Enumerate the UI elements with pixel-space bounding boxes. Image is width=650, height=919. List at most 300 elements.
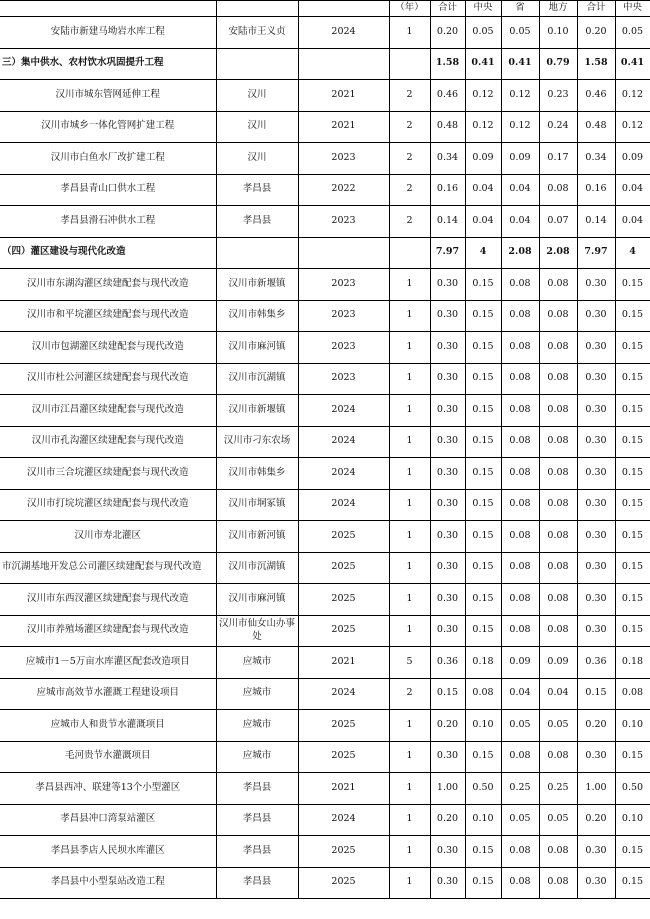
start-year	[298, 48, 389, 80]
province-funds: 2.08	[501, 237, 539, 269]
duration: 1	[389, 773, 430, 805]
location: 应城市	[216, 710, 298, 742]
completed-total: 0.30	[577, 426, 615, 458]
project-name: 市沉湖基地开发总公司灌区续建配套与现代改造	[0, 552, 216, 584]
total-investment: 0.30	[430, 332, 465, 364]
total-investment: 0.30	[430, 584, 465, 616]
local-funds: 0.79	[539, 48, 577, 80]
table-row	[0, 615, 650, 647]
header-central: 中央	[465, 1, 501, 17]
local-funds: 0.08	[539, 741, 577, 773]
project-name: 三）集中供水、农村饮水巩固提升工程	[0, 48, 216, 80]
table-row	[0, 143, 650, 175]
duration: 1	[389, 363, 430, 395]
completed-total: 0.46	[577, 80, 615, 112]
local-funds: 0.08	[539, 458, 577, 490]
completed-central: 0.15	[615, 615, 650, 647]
project-name: 汉川市和平垸灌区续建配套与现代改造	[0, 300, 216, 332]
central-funds: 0.05	[465, 17, 501, 49]
local-funds: 0.05	[539, 710, 577, 742]
table-row	[0, 867, 650, 899]
location: 汉川市韩集乡	[216, 300, 298, 332]
project-name: 孝昌县冲口湾泵站灌区	[0, 804, 216, 836]
total-investment: 0.15	[430, 678, 465, 710]
project-name: 汉川市养殖场灌区续建配套与现代改造	[0, 615, 216, 647]
location: 汉川市新堰镇	[216, 269, 298, 301]
province-funds: 0.04	[501, 206, 539, 238]
province-funds: 0.41	[501, 48, 539, 80]
total-investment: 0.46	[430, 80, 465, 112]
duration: 2	[389, 80, 430, 112]
start-year: 2025	[298, 741, 389, 773]
table-row	[0, 269, 650, 301]
location: 安陆市王义贞	[216, 17, 298, 49]
location: 汉川市麻河镇	[216, 584, 298, 616]
location: 汉川	[216, 111, 298, 143]
project-name: 汉川市包湖灌区续建配套与现代改造	[0, 332, 216, 364]
province-funds: 0.08	[501, 867, 539, 899]
table-row	[0, 80, 650, 112]
start-year: 2025	[298, 552, 389, 584]
start-year: 2022	[298, 174, 389, 206]
duration: 1	[389, 489, 430, 521]
province-funds: 0.05	[501, 17, 539, 49]
start-year: 2025	[298, 521, 389, 553]
completed-total: 0.30	[577, 521, 615, 553]
duration: 1	[389, 458, 430, 490]
table-row	[0, 804, 650, 836]
completed-central: 0.41	[615, 48, 650, 80]
completed-central: 0.15	[615, 395, 650, 427]
duration: 1	[389, 521, 430, 553]
central-funds: 0.12	[465, 111, 501, 143]
total-investment: 0.30	[430, 615, 465, 647]
total-investment: 0.30	[430, 489, 465, 521]
province-funds: 0.05	[501, 710, 539, 742]
start-year: 2023	[298, 332, 389, 364]
completed-total: 0.20	[577, 710, 615, 742]
total-investment: 0.30	[430, 521, 465, 553]
completed-central: 0.18	[615, 647, 650, 679]
start-year: 2021	[298, 80, 389, 112]
project-name: 汉川市寿北灌区	[0, 521, 216, 553]
location	[216, 48, 298, 80]
completed-central: 0.15	[615, 332, 650, 364]
location: 汉川市新堰镇	[216, 395, 298, 427]
province-funds: 0.08	[501, 363, 539, 395]
start-year: 2021	[298, 111, 389, 143]
completed-central: 0.10	[615, 710, 650, 742]
location	[216, 237, 298, 269]
total-investment: 0.30	[430, 395, 465, 427]
central-funds: 0.08	[465, 678, 501, 710]
local-funds: 2.08	[539, 237, 577, 269]
province-funds: 0.09	[501, 647, 539, 679]
start-year: 2025	[298, 615, 389, 647]
table-row	[0, 237, 650, 269]
completed-central: 0.50	[615, 773, 650, 805]
location: 应城市	[216, 647, 298, 679]
central-funds: 0.10	[465, 710, 501, 742]
duration: 1	[389, 332, 430, 364]
table-row	[0, 678, 650, 710]
total-investment: 0.20	[430, 17, 465, 49]
location: 汉川市麻河镇	[216, 332, 298, 364]
total-investment: 0.20	[430, 804, 465, 836]
location: 汉川市仙女山办事处	[216, 615, 298, 647]
start-year: 2025	[298, 710, 389, 742]
start-year: 2025	[298, 584, 389, 616]
central-funds: 0.04	[465, 174, 501, 206]
header-total: 合计	[430, 1, 465, 17]
completed-central: 0.10	[615, 804, 650, 836]
total-investment: 0.34	[430, 143, 465, 175]
duration: 1	[389, 17, 430, 49]
table-row	[0, 426, 650, 458]
completed-total: 0.30	[577, 269, 615, 301]
duration: 1	[389, 867, 430, 899]
project-name: 孝昌县季店人民坝水库灌区	[0, 836, 216, 868]
project-name: 汉川市打垸垸灌区续建配套与现代改造	[0, 489, 216, 521]
table-row	[0, 647, 650, 679]
central-funds: 0.15	[465, 741, 501, 773]
start-year: 2024	[298, 426, 389, 458]
completed-central: 0.15	[615, 521, 650, 553]
location: 应城市	[216, 678, 298, 710]
table-row	[0, 584, 650, 616]
central-funds: 0.15	[465, 269, 501, 301]
table-row	[0, 332, 650, 364]
location: 孝昌县	[216, 174, 298, 206]
total-investment: 0.14	[430, 206, 465, 238]
central-funds: 0.41	[465, 48, 501, 80]
header-province: 省	[501, 1, 539, 17]
completed-total: 0.34	[577, 143, 615, 175]
local-funds: 0.08	[539, 395, 577, 427]
start-year: 2023	[298, 206, 389, 238]
table-row	[0, 552, 650, 584]
province-funds: 0.12	[501, 80, 539, 112]
province-funds: 0.04	[501, 678, 539, 710]
province-funds: 0.08	[501, 458, 539, 490]
province-funds: 0.08	[501, 552, 539, 584]
completed-total: 0.14	[577, 206, 615, 238]
completed-total: 1.00	[577, 773, 615, 805]
start-year: 2023	[298, 269, 389, 301]
project-name: 应城市1－5万亩水库灌区配套改造项目	[0, 647, 216, 679]
province-funds: 0.04	[501, 174, 539, 206]
total-investment: 0.20	[430, 710, 465, 742]
location: 汉川市沉湖镇	[216, 552, 298, 584]
local-funds: 0.04	[539, 678, 577, 710]
table-row	[0, 111, 650, 143]
total-investment: 1.58	[430, 48, 465, 80]
total-investment: 0.30	[430, 867, 465, 899]
project-name: 汉川市江昌灌区续建配套与现代改造	[0, 395, 216, 427]
duration: 1	[389, 741, 430, 773]
total-investment: 1.00	[430, 773, 465, 805]
central-funds: 0.15	[465, 395, 501, 427]
completed-central: 0.12	[615, 80, 650, 112]
duration: 1	[389, 804, 430, 836]
completed-total: 0.30	[577, 395, 615, 427]
total-investment: 0.36	[430, 647, 465, 679]
province-funds: 0.08	[501, 741, 539, 773]
total-investment: 0.30	[430, 426, 465, 458]
completed-central: 0.05	[615, 17, 650, 49]
duration: 5	[389, 647, 430, 679]
completed-total: 0.30	[577, 836, 615, 868]
province-funds: 0.12	[501, 111, 539, 143]
local-funds: 0.08	[539, 521, 577, 553]
header-row	[0, 1, 650, 17]
central-funds: 0.15	[465, 332, 501, 364]
duration: 1	[389, 615, 430, 647]
project-name: （四）灌区建设与现代化改造	[0, 237, 216, 269]
central-funds: 0.15	[465, 426, 501, 458]
central-funds: 0.15	[465, 836, 501, 868]
local-funds: 0.08	[539, 300, 577, 332]
start-year: 2023	[298, 143, 389, 175]
local-funds: 0.08	[539, 426, 577, 458]
local-funds: 0.08	[539, 552, 577, 584]
central-funds: 0.15	[465, 615, 501, 647]
central-funds: 0.04	[465, 206, 501, 238]
header-blank	[298, 1, 389, 17]
location: 孝昌县	[216, 206, 298, 238]
local-funds: 0.25	[539, 773, 577, 805]
location: 孝昌县	[216, 836, 298, 868]
start-year: 2024	[298, 17, 389, 49]
completed-central: 4	[615, 237, 650, 269]
completed-central: 0.15	[615, 867, 650, 899]
table-body	[0, 1, 650, 899]
central-funds: 0.15	[465, 489, 501, 521]
completed-total: 7.97	[577, 237, 615, 269]
total-investment: 0.48	[430, 111, 465, 143]
table-row	[0, 300, 650, 332]
location: 孝昌县	[216, 773, 298, 805]
duration: 1	[389, 426, 430, 458]
header-blank	[216, 1, 298, 17]
start-year: 2024	[298, 395, 389, 427]
local-funds: 0.08	[539, 867, 577, 899]
table-row	[0, 710, 650, 742]
completed-central: 0.09	[615, 143, 650, 175]
completed-central: 0.15	[615, 552, 650, 584]
project-name: 孝昌县滑石冲供水工程	[0, 206, 216, 238]
completed-total: 0.30	[577, 489, 615, 521]
duration: 1	[389, 710, 430, 742]
project-name: 孝昌县中小型泵站改造工程	[0, 867, 216, 899]
province-funds: 0.08	[501, 521, 539, 553]
total-investment: 7.97	[430, 237, 465, 269]
duration: 2	[389, 206, 430, 238]
province-funds: 0.09	[501, 143, 539, 175]
location: 应城市	[216, 741, 298, 773]
location: 汉川市新河镇	[216, 521, 298, 553]
completed-central: 0.15	[615, 584, 650, 616]
completed-total: 0.30	[577, 300, 615, 332]
duration: 1	[389, 300, 430, 332]
table-row	[0, 489, 650, 521]
duration: 1	[389, 552, 430, 584]
central-funds: 0.10	[465, 804, 501, 836]
central-funds: 0.09	[465, 143, 501, 175]
table-row	[0, 773, 650, 805]
project-name: 汉川市孔沟灌区续建配套与现代改造	[0, 426, 216, 458]
project-name: 汉川市城东管网延伸工程	[0, 80, 216, 112]
province-funds: 0.08	[501, 584, 539, 616]
total-investment: 0.16	[430, 174, 465, 206]
completed-total: 0.30	[577, 741, 615, 773]
table-row	[0, 741, 650, 773]
table-row	[0, 363, 650, 395]
completed-central: 0.04	[615, 206, 650, 238]
table-row	[0, 174, 650, 206]
completed-central: 0.15	[615, 300, 650, 332]
start-year: 2024	[298, 489, 389, 521]
completed-total: 0.15	[577, 678, 615, 710]
total-investment: 0.30	[430, 300, 465, 332]
start-year: 2024	[298, 458, 389, 490]
start-year: 2024	[298, 804, 389, 836]
table-row	[0, 458, 650, 490]
duration	[389, 237, 430, 269]
central-funds: 0.15	[465, 363, 501, 395]
central-funds: 0.15	[465, 867, 501, 899]
project-name: 汉川市城乡一体化管网扩建工程	[0, 111, 216, 143]
completed-central: 0.12	[615, 111, 650, 143]
duration: 2	[389, 678, 430, 710]
completed-central: 0.15	[615, 741, 650, 773]
start-year: 2023	[298, 300, 389, 332]
province-funds: 0.08	[501, 836, 539, 868]
location: 汉川	[216, 80, 298, 112]
province-funds: 0.08	[501, 332, 539, 364]
local-funds: 0.10	[539, 17, 577, 49]
local-funds: 0.17	[539, 143, 577, 175]
local-funds: 0.07	[539, 206, 577, 238]
local-funds: 0.08	[539, 174, 577, 206]
completed-total: 0.30	[577, 867, 615, 899]
project-name: 安陆市新建马坳岩水库工程	[0, 17, 216, 49]
start-year: 2024	[298, 678, 389, 710]
central-funds: 0.15	[465, 521, 501, 553]
project-name: 汉川市三合垸灌区续建配套与现代改造	[0, 458, 216, 490]
completed-total: 0.20	[577, 17, 615, 49]
duration: 2	[389, 111, 430, 143]
location: 汉川市刁东农场	[216, 426, 298, 458]
start-year: 2021	[298, 773, 389, 805]
project-name: 孝昌县西冲、联建等13个小型灌区	[0, 773, 216, 805]
completed-total: 0.30	[577, 363, 615, 395]
duration: 1	[389, 395, 430, 427]
header-blank	[0, 1, 216, 17]
project-name: 汉川市东湖沟灌区续建配套与现代改造	[0, 269, 216, 301]
completed-total: 0.48	[577, 111, 615, 143]
completed-total: 0.20	[577, 804, 615, 836]
location: 汉川市沉湖镇	[216, 363, 298, 395]
completed-central: 0.08	[615, 678, 650, 710]
total-investment: 0.30	[430, 552, 465, 584]
location: 孝昌县	[216, 804, 298, 836]
completed-total: 0.30	[577, 458, 615, 490]
central-funds: 0.12	[465, 80, 501, 112]
project-name: 应城市人和贵节水灌溉项目	[0, 710, 216, 742]
table-row	[0, 395, 650, 427]
total-investment: 0.30	[430, 741, 465, 773]
completed-central: 0.04	[615, 174, 650, 206]
start-year	[298, 237, 389, 269]
location: 汉川市垌冢镇	[216, 489, 298, 521]
completed-central: 0.15	[615, 269, 650, 301]
local-funds: 0.08	[539, 489, 577, 521]
location: 汉川	[216, 143, 298, 175]
local-funds: 0.24	[539, 111, 577, 143]
local-funds: 0.23	[539, 80, 577, 112]
completed-central: 0.15	[615, 836, 650, 868]
project-name: 汉川市东西汊灌区续建配套与现代改造	[0, 584, 216, 616]
duration: 2	[389, 174, 430, 206]
province-funds: 0.08	[501, 489, 539, 521]
completed-central: 0.15	[615, 489, 650, 521]
local-funds: 0.08	[539, 332, 577, 364]
province-funds: 0.08	[501, 395, 539, 427]
local-funds: 0.08	[539, 836, 577, 868]
local-funds: 0.08	[539, 269, 577, 301]
local-funds: 0.08	[539, 584, 577, 616]
completed-total: 0.30	[577, 584, 615, 616]
local-funds: 0.09	[539, 647, 577, 679]
start-year: 2025	[298, 867, 389, 899]
duration: 1	[389, 836, 430, 868]
completed-central: 0.15	[615, 363, 650, 395]
local-funds: 0.08	[539, 363, 577, 395]
completed-total: 1.58	[577, 48, 615, 80]
table-row	[0, 17, 650, 49]
completed-total: 0.16	[577, 174, 615, 206]
province-funds: 0.08	[501, 269, 539, 301]
completed-total: 0.36	[577, 647, 615, 679]
total-investment: 0.30	[430, 363, 465, 395]
duration: 1	[389, 269, 430, 301]
project-name: 汉川市杜公河灌区续建配套与现代改造	[0, 363, 216, 395]
completed-central: 0.15	[615, 426, 650, 458]
duration: 2	[389, 143, 430, 175]
header-local: 地方	[539, 1, 577, 17]
province-funds: 0.05	[501, 804, 539, 836]
table-row	[0, 48, 650, 80]
central-funds: 0.15	[465, 552, 501, 584]
central-funds: 0.15	[465, 584, 501, 616]
table-row	[0, 836, 650, 868]
completed-central: 0.15	[615, 458, 650, 490]
completed-total: 0.30	[577, 552, 615, 584]
location: 汉川市韩集乡	[216, 458, 298, 490]
table-row	[0, 521, 650, 553]
local-funds: 0.08	[539, 615, 577, 647]
project-name: 应城市高效节水灌溉工程建设项目	[0, 678, 216, 710]
total-investment: 0.30	[430, 269, 465, 301]
start-year: 2023	[298, 363, 389, 395]
total-investment: 0.30	[430, 836, 465, 868]
project-name: 毛河贵节水灌溉项目	[0, 741, 216, 773]
central-funds: 4	[465, 237, 501, 269]
project-name: 孝昌县青山口供水工程	[0, 174, 216, 206]
province-funds: 0.08	[501, 300, 539, 332]
header-years: （年）	[389, 1, 430, 17]
